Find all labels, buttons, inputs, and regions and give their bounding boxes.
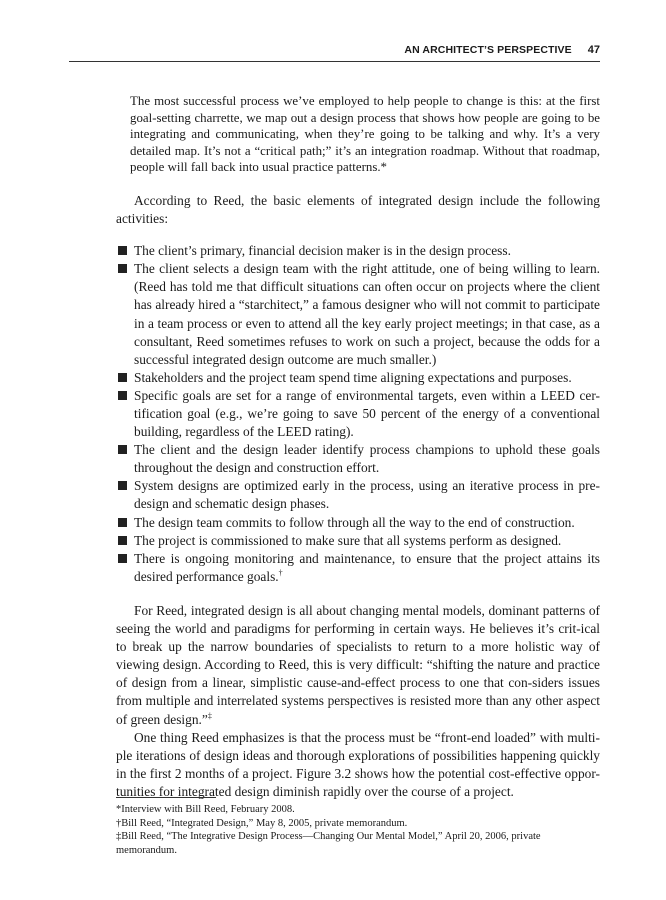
running-header xyxy=(69,44,600,62)
list-item: The design team commits to follow through all the way to the end of construction. xyxy=(116,514,600,532)
list-item: The project is commissioned to make sure that all systems perform as designed. xyxy=(116,532,600,550)
list-item: System designs are optimized early in the process, using an iterative process in pre-design and schematic design phases. xyxy=(116,477,600,513)
list-item: Specific goals are set for a range of environmental targets, even within a LEED cer-tification goal (e.g., we’re going to save 50 percent of the energy of a conventional building, regardless of the LEED rating). xyxy=(116,387,600,441)
footnote-marker: † xyxy=(278,568,283,578)
square-bullet-icon xyxy=(118,246,127,255)
list-item: The client selects a design team with the right attitude, one of being willing to learn. (Reed has told me that difficult situations can often occur on projects where the client has already hired a “starchitect,” a famous designer who will not commit to participate in a team process or even to attend all the key early project meetings; in that case, as a consultant, Reed sometimes refuses to work on such a project, because the odds for a successful integrated design outcome are much smaller.) xyxy=(116,260,600,369)
footnotes xyxy=(116,803,600,857)
list-item: The client and the design leader identify process champions to uphold these goals throughout the design and construction effort. xyxy=(116,441,600,477)
list-item: Stakeholders and the project team spend time aligning expectations and purposes. xyxy=(116,369,600,387)
footnote: ‡Bill Reed, “The Integrative Design Process—Changing Our Mental Model,” April 20, 2006, private memorandum. xyxy=(116,831,541,856)
footnote: †Bill Reed, “Integrated Design,” May 8, 2005, private memorandum. xyxy=(116,817,408,829)
body-paragraph: One thing Reed emphasizes is that the process must be “front-end loaded” with multi-ple iterations of design ideas and thorough explorations of possibilities happening quickly in the first 2 months of a project. Figure 3.2 shows how the potential cost-effective oppor-tunities for integrated design diminish rapidly over the course of a project. xyxy=(116,729,600,799)
square-bullet-icon xyxy=(118,445,127,454)
intro-paragraph: According to Reed, the basic elements of integrated design include the following activities: xyxy=(116,192,600,227)
running-title: AN ARCHITECT’S PERSPECTIVE xyxy=(404,44,572,56)
square-bullet-icon xyxy=(118,373,127,382)
body-paragraph: For Reed, integrated design is all about changing mental models, dominant patterns of seeing the world and paradigms for performing in certain ways. He believes it’s crit-ical to break up the narrow boundaries of specialists to return to a more holistic way of viewing design. According to Reed, this is very difficult: “shifting the nature and practice of design from a linear, simplistic cause-and-effect process to one that con-siders issues from multiple and interrelated systems perspectives is resisted more than any other aspect of green design.”‡ xyxy=(116,602,600,727)
square-bullet-icon xyxy=(118,391,127,400)
list-item: There is ongoing monitoring and maintenance, to ensure that the project attains its desired performance goals.† xyxy=(116,550,600,586)
list-item: The client’s primary, financial decision maker is in the design process. xyxy=(116,242,600,260)
footnote: *Interview with Bill Reed, February 2008. xyxy=(116,804,295,815)
square-bullet-icon xyxy=(118,481,127,490)
square-bullet-icon xyxy=(118,264,127,273)
page-number: 47 xyxy=(587,44,600,56)
square-bullet-icon xyxy=(118,554,127,563)
square-bullet-icon xyxy=(118,518,127,527)
square-bullet-icon xyxy=(118,536,127,545)
block-quote: The most successful process we’ve employed to help people to change is this: at the first goal-setting charrette, we map out a design process that shows how people are going to be integrating and communicating, when they’re going to be talking and why. It’s a very detailed map. It’s not a “critical path;” it’s an integration roadmap. Without that roadmap, people will fall back into usual practice patterns.* xyxy=(130,94,600,175)
footnote-marker: ‡ xyxy=(207,711,212,721)
page-body xyxy=(116,93,600,801)
activity-list xyxy=(116,242,600,586)
footnote-divider xyxy=(116,797,216,798)
